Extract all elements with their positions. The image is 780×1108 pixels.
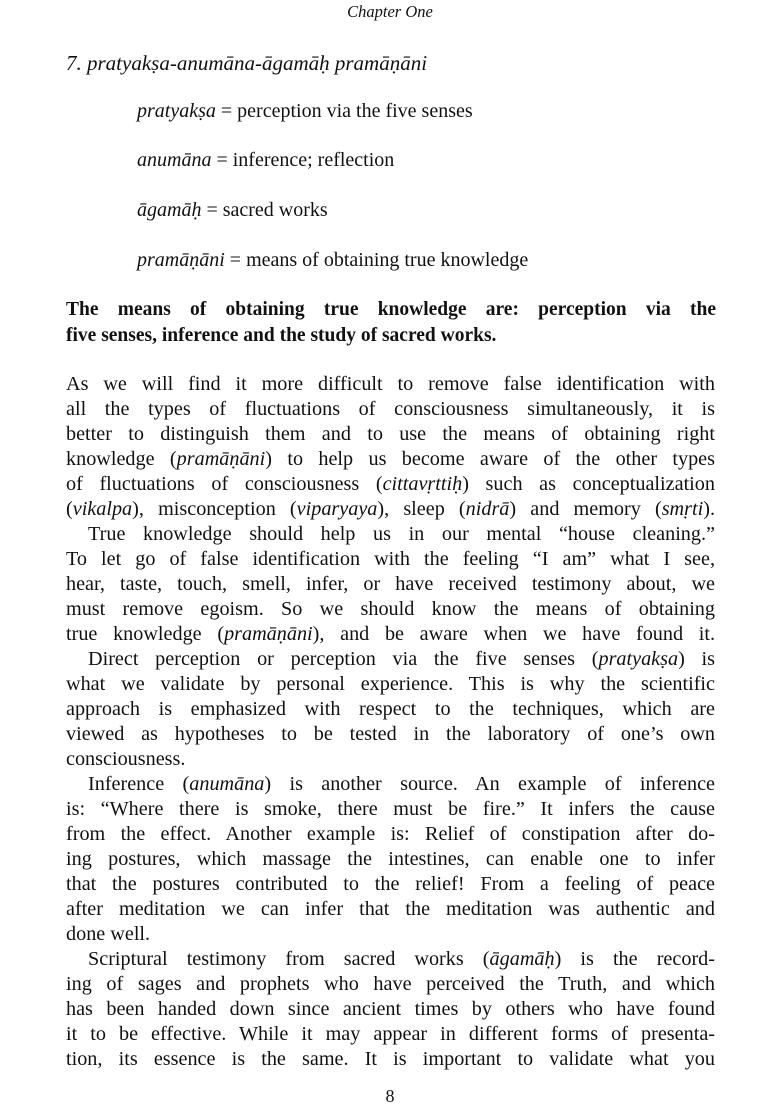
text-segment: hear, taste, touch, smell, infer, or have received testimony about, we (66, 573, 715, 595)
text-segment: ), misconception ( (132, 498, 297, 520)
text-segment: Scriptural testimony from sacred works ( (88, 948, 490, 970)
definition-term: anumāna (137, 149, 212, 171)
text-segment: As we will find it more difficult to remove false identification with (66, 373, 715, 395)
running-header: Chapter One (347, 2, 433, 21)
text-segment: done well. (66, 923, 151, 945)
italic-term: smṛti (661, 498, 704, 520)
text-segment: ) is the record- (554, 948, 715, 970)
definition-item (137, 100, 473, 123)
text-line (66, 872, 715, 897)
definition-meaning: = means of obtaining true knowledge (224, 249, 529, 271)
definition-meaning: = perception via the five senses (215, 100, 473, 122)
text-segment: ), sleep ( (377, 498, 466, 520)
text-line (66, 547, 715, 572)
text-line (66, 597, 715, 622)
text-segment: Direct perception or perception via the five senses ( (88, 648, 599, 670)
text-line (66, 447, 715, 472)
italic-term: āgamāḥ (489, 948, 555, 970)
definition-item (137, 149, 394, 172)
text-segment: better to distinguish them and to use the means of obtaining right (66, 423, 715, 445)
text-segment: Inference ( (88, 773, 190, 795)
text-line (66, 972, 715, 997)
text-line (66, 1047, 715, 1072)
text-line (66, 522, 715, 547)
text-segment: ). (703, 498, 715, 520)
text-segment: is: “Where there is smoke, there must be fire.” It infers the cause (66, 798, 715, 820)
definition-item (137, 249, 528, 272)
italic-term: pramāṇāni (176, 448, 266, 470)
text-segment: all the types of fluctuations of consciousness simultaneously, it is (66, 398, 715, 420)
text-line (66, 572, 715, 597)
text-segment: ) is (678, 648, 716, 670)
text-segment: must remove egoism. So we should know the means of obtaining (66, 598, 715, 620)
text-segment: ) to help us become aware of the other types (265, 448, 715, 470)
text-line (66, 747, 715, 772)
page-number: 8 (385, 1086, 395, 1106)
text-segment: approach is emphasized with respect to the techniques, which are (66, 698, 715, 720)
text-line (66, 472, 715, 497)
text-segment: ), and be aware when we have found it. (312, 623, 716, 645)
text-segment: from the effect. Another example is: Relief of constipation after do- (66, 823, 715, 845)
text-segment: ( (66, 498, 73, 520)
text-line (66, 497, 715, 522)
text-line (66, 397, 715, 422)
text-line (66, 772, 715, 797)
text-segment: viewed as hypotheses to be tested in the laboratory of one’s own (66, 723, 715, 745)
text-segment: To let go of false identification with the feeling “I am” what I see, (66, 548, 715, 570)
definition-term: āgamāḥ (137, 199, 202, 221)
text-segment: ing postures, which massage the intestines, can enable one to infer (66, 848, 715, 870)
italic-term: viparyaya (296, 498, 378, 520)
italic-term: nidrā (465, 498, 510, 520)
text-line (66, 1022, 715, 1047)
text-line (66, 822, 715, 847)
text-segment: it to be effective. While it may appear in different forms of presenta- (66, 1023, 715, 1045)
text-segment: ) and memory ( (509, 498, 662, 520)
text-line (66, 672, 715, 697)
italic-term: anumāna (189, 773, 265, 795)
text-line (66, 372, 715, 397)
text-line (66, 897, 715, 922)
italic-term: pratyakṣa (598, 648, 679, 670)
text-segment: ) such as conceptualization (462, 473, 715, 495)
definition-meaning: = sacred works (201, 199, 328, 221)
text-line (66, 697, 715, 722)
text-segment: True knowledge should help us in our mental “house cleaning.” (88, 523, 715, 545)
text-line (66, 847, 715, 872)
text-line (66, 797, 715, 822)
commentary-body (66, 372, 715, 1072)
italic-term: cittavṛttiḥ (382, 473, 463, 495)
text-segment: ing of sages and prophets who have perceived the Truth, and which (66, 973, 715, 995)
text-segment: ) is another source. An example of inference (264, 773, 715, 795)
text-line (66, 922, 715, 947)
text-line (66, 422, 715, 447)
definition-meaning: = inference; reflection (211, 149, 395, 171)
text-line (66, 947, 715, 972)
text-segment: tion, its essence is the same. It is important to validate what you (66, 1048, 715, 1070)
text-segment: true knowledge ( (66, 623, 225, 645)
definition-item (137, 199, 328, 222)
text-segment: has been handed down since ancient times by others who have found (66, 998, 715, 1020)
sutra-translation (66, 297, 716, 349)
sutra-title: 7. pratyakṣa-anumāna-āgamāḥ pramāṇāni (66, 51, 428, 75)
text-line (66, 647, 715, 672)
text-segment: consciousness. (66, 748, 186, 770)
text-segment: knowledge ( (66, 448, 177, 470)
definition-term: pramāṇāni (137, 249, 225, 271)
text-line (66, 997, 715, 1022)
text-segment: what we validate by personal experience. This is why the scientific (66, 673, 715, 695)
definition-term: pratyakṣa (137, 100, 216, 122)
text-segment: of fluctuations of consciousness ( (66, 473, 383, 495)
text-segment: that the postures contributed to the relief! From a feeling of peace (66, 873, 715, 895)
translation-line: The means of obtaining true knowledge are: perception via the (66, 299, 716, 320)
text-line (66, 622, 715, 647)
translation-line: five senses, inference and the study of sacred works. (66, 325, 497, 346)
text-segment: after meditation we can infer that the meditation was authentic and (66, 898, 715, 920)
text-line (66, 722, 715, 747)
italic-term: pramāṇāni (224, 623, 313, 645)
italic-term: vikalpa (72, 498, 133, 520)
